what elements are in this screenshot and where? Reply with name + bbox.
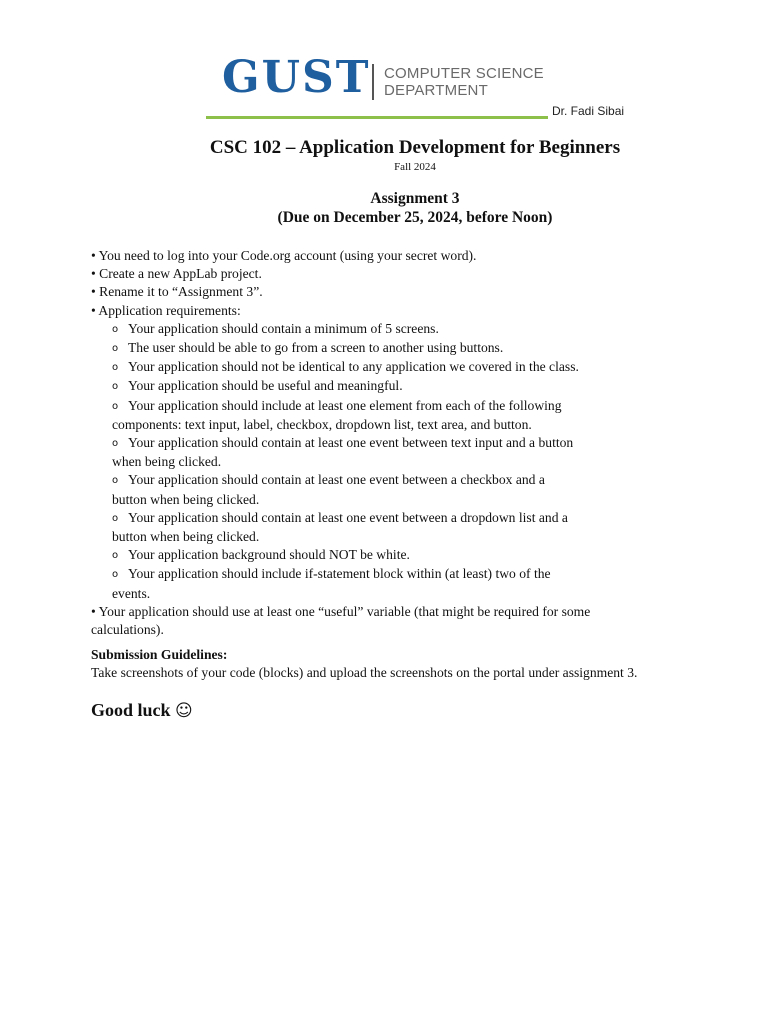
requirements-list	[91, 247, 671, 639]
course-term: Fall 2024	[394, 161, 436, 173]
sub-requirement-continuation: components: text input, label, checkbox, dropdown list, text area, and button.	[112, 416, 532, 432]
sub-requirement	[91, 377, 671, 396]
sub-requirement-text: Your application should contain at least one event between text input and a button	[128, 435, 574, 451]
sub-requirement	[91, 509, 671, 546]
sub-bullet: o	[112, 362, 119, 374]
document-header	[0, 0, 768, 130]
sub-requirement	[91, 320, 671, 339]
course-title: CSC 102 – Application Development for Beginners	[209, 137, 621, 158]
sub-requirement	[91, 471, 671, 508]
submission-body: Take screenshots of your code (blocks) and upload the screenshots on the portal under assignment 3.	[91, 665, 638, 680]
sub-bullet: o	[112, 323, 119, 335]
gust-logo: GUST	[222, 52, 371, 103]
sub-requirement	[91, 434, 671, 471]
sub-requirement-text: Your application should contain at least one event between a dropdown list and a	[128, 509, 568, 525]
sub-requirement	[91, 397, 671, 434]
sub-requirement-text: Your application should contain at least one event between a checkbox and a	[128, 472, 545, 488]
requirement-item: • You need to log into your Code.org account (using your secret word).	[91, 248, 477, 263]
assignment-due-date: (Due on December 25, 2024, before Noon)	[277, 209, 553, 226]
sub-requirement-text: Your application should contain a minimum of 5 screens.	[128, 320, 439, 336]
sub-requirement-continuation: when being clicked.	[112, 454, 222, 470]
sub-requirement-continuation: button when being clicked.	[112, 491, 260, 507]
sub-bullet: o	[112, 400, 119, 412]
header-rule	[206, 116, 548, 119]
sub-requirement-text: Your application should not be identical to any application we covered in the class.	[128, 359, 579, 375]
sub-requirement-continuation: events.	[112, 585, 151, 601]
smiley-icon: ☺	[175, 701, 193, 721]
sub-bullet: o	[112, 569, 119, 581]
sub-bullet: o	[112, 512, 119, 524]
sub-requirement	[91, 565, 671, 602]
instructor-name: Dr. Fadi Sibai	[552, 104, 625, 118]
sub-bullet: o	[112, 381, 119, 393]
requirement-item: • Application requirements:	[91, 302, 241, 318]
sub-requirement-text: Your application should include if-statement block within (at least) two of the	[128, 566, 551, 582]
submission-heading: Submission Guidelines:	[91, 647, 228, 662]
sub-requirement-text: Your application should be useful and meaningful.	[128, 378, 403, 394]
sub-requirement	[91, 339, 671, 358]
sub-requirement-continuation: button when being clicked.	[112, 529, 260, 545]
requirement-item-continuation: calculations).	[91, 622, 164, 638]
sub-bullet: o	[112, 550, 119, 562]
submission-guidelines	[91, 646, 637, 682]
department-line-1: COMPUTER SCIENCE	[384, 65, 544, 82]
assignment-title: Assignment 3	[370, 190, 460, 207]
sub-requirement-text: Your application should include at least one element from each of the following	[128, 397, 562, 413]
requirement-item: • Create a new AppLab project.	[91, 266, 262, 282]
closing-text: Good luck	[91, 700, 171, 720]
department-line-2: DEPARTMENT	[384, 82, 488, 99]
closing-message	[91, 700, 193, 721]
sub-requirement	[91, 358, 671, 377]
sub-bullet: o	[112, 343, 119, 355]
logo-divider	[372, 64, 374, 100]
sub-bullet: o	[112, 475, 119, 487]
sub-bullet: o	[112, 438, 119, 450]
requirement-item: • Rename it to “Assignment 3”.	[91, 284, 263, 300]
sub-requirement	[91, 546, 671, 565]
sub-requirement-text: Your application background should NOT be white.	[128, 547, 410, 563]
sub-requirement-text: The user should be able to go from a screen to another using buttons.	[128, 340, 504, 356]
requirement-item: • Your application should use at least one “useful” variable (that might be required for some	[91, 603, 591, 619]
department-name	[384, 65, 544, 99]
